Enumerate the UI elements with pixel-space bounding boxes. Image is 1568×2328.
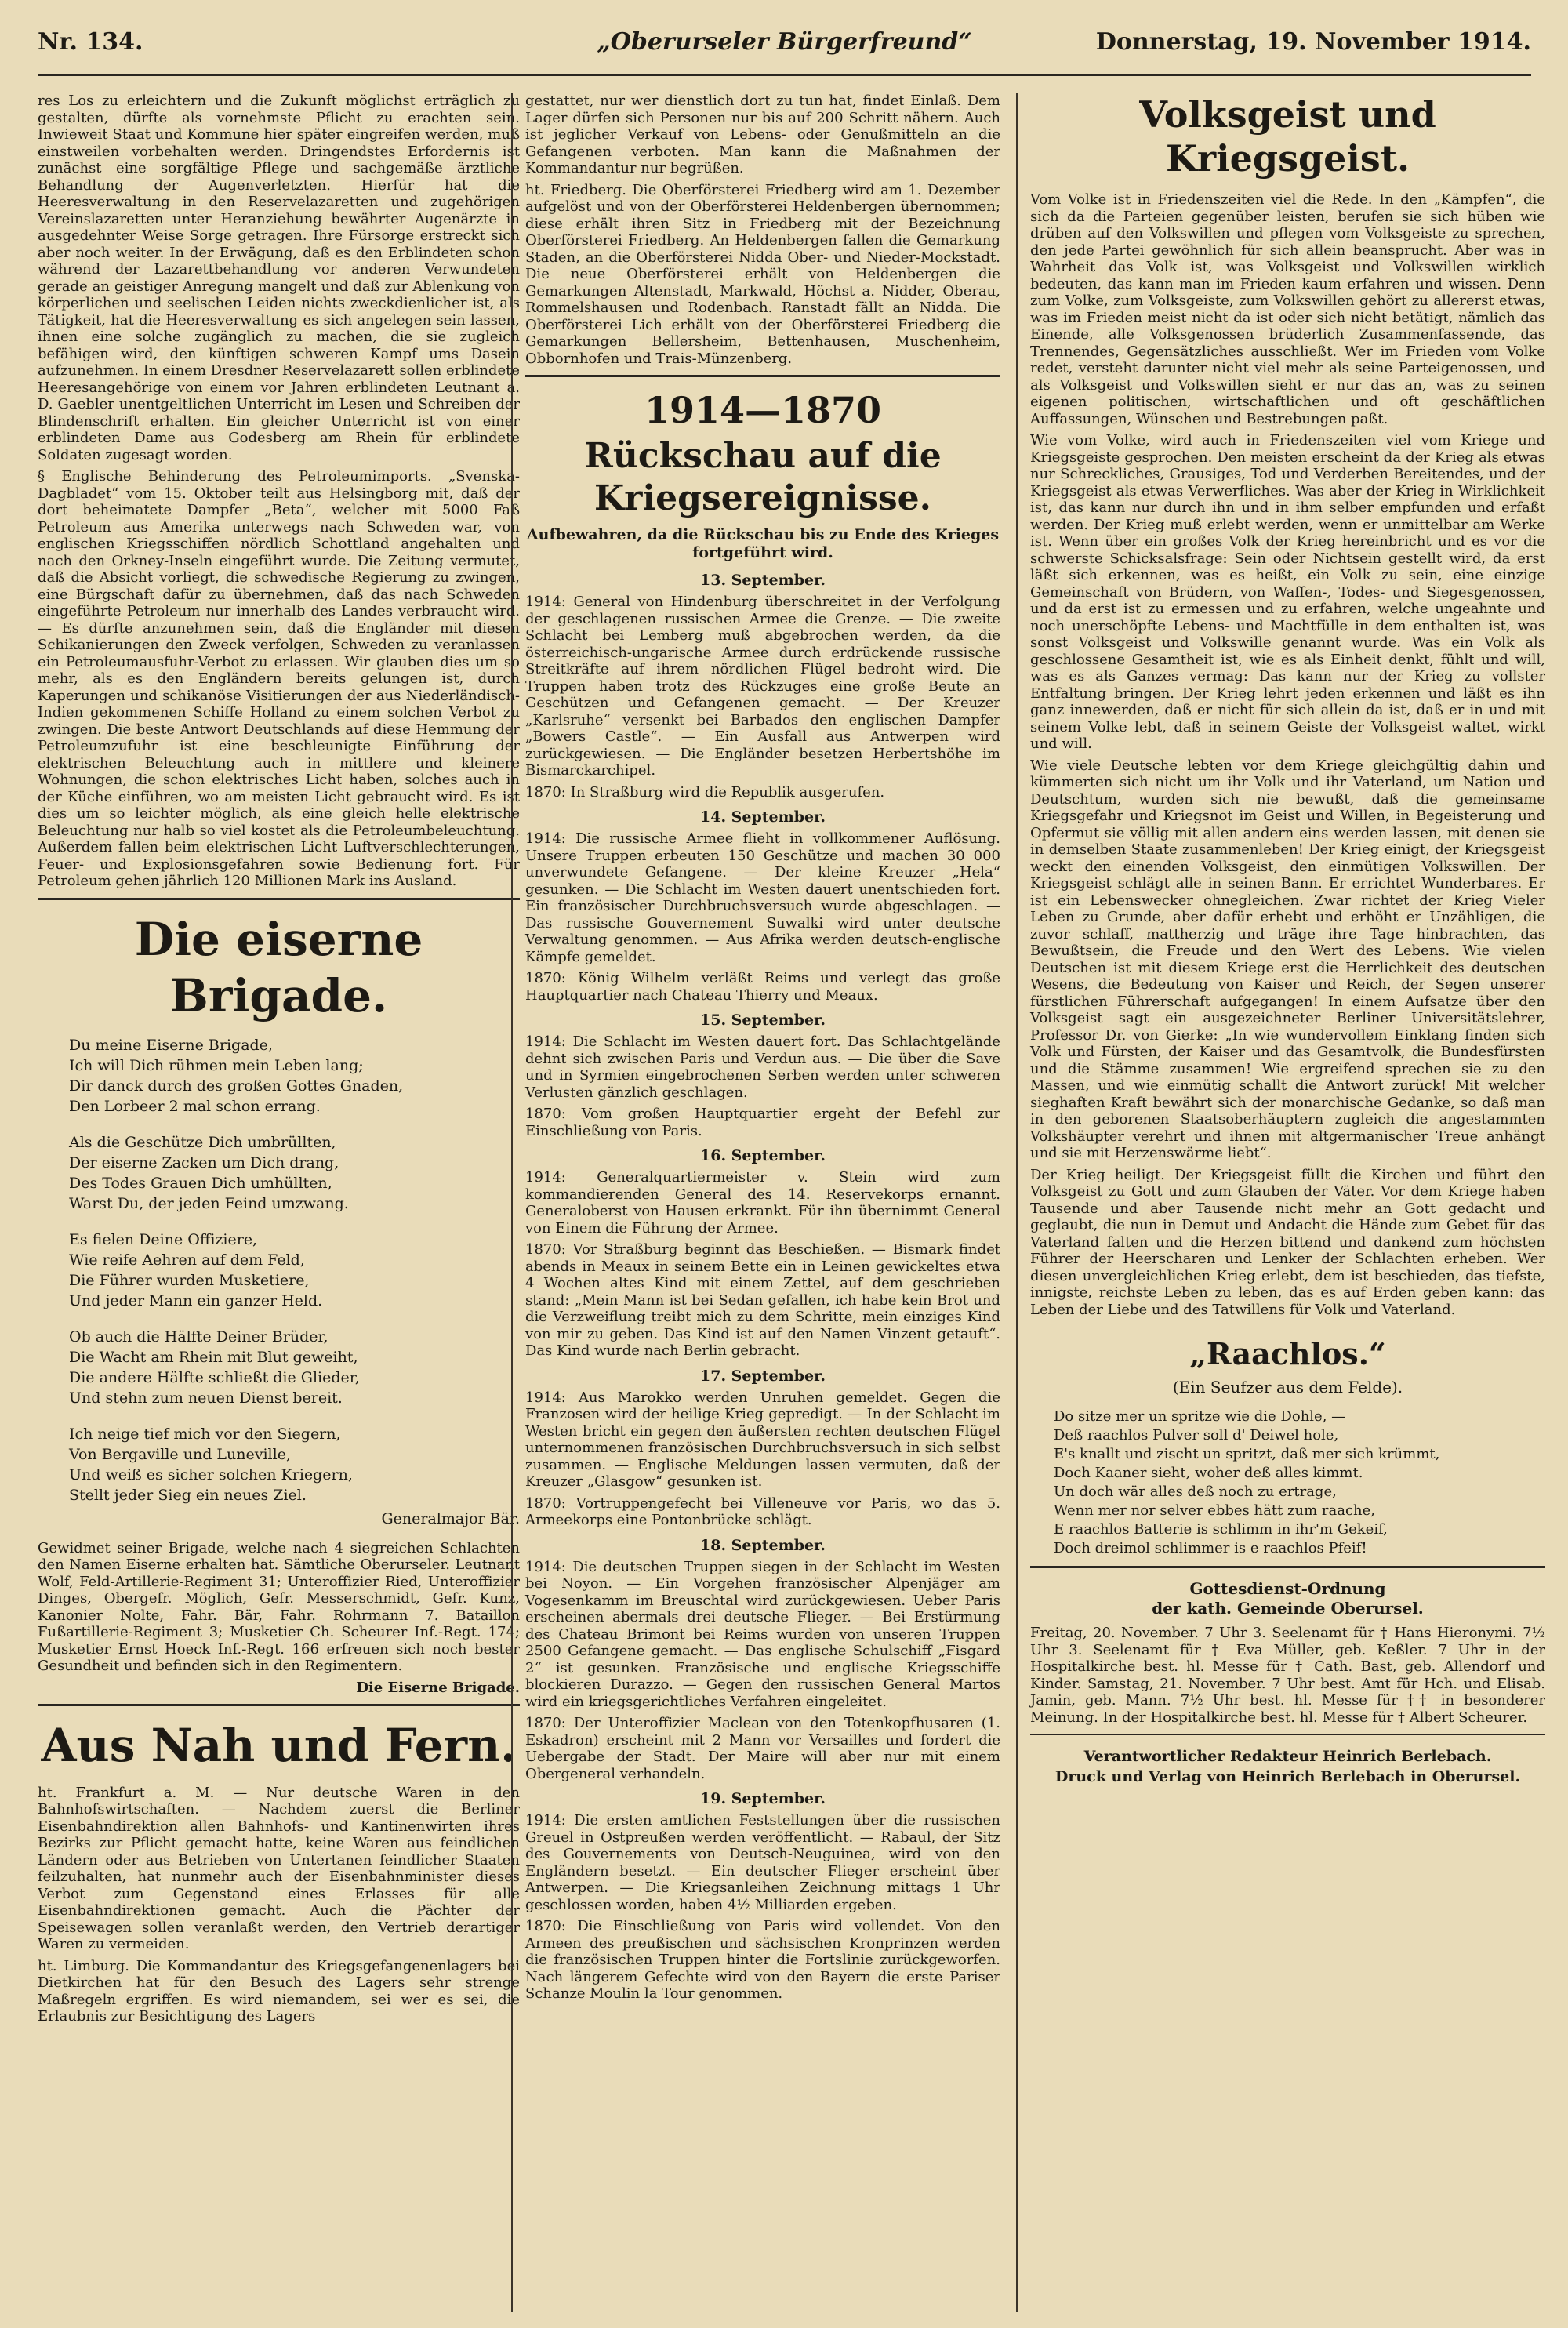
column-middle <box>511 93 1000 2312</box>
chronicle-entry: 1914: General von Hindenburg überschreitet in der Verfolgung der geschlagenen russischen Armee die Grenze. — Die zweite Schlacht bei Lemberg muß abgebrochen werden, da die österreichisch-ungarische Armee durch erdrückende russische Streitkräfte auf ihrem nördlichen Flügel bedroht wird. Die Truppen haben trotz des Rückzuges eine große Beute an Geschützen und Gefangenen gemacht. — Der Kreuzer „Karlsruhe“ versenkt bei Barbados den englischen Dampfer „Bowers Castle“. — Ein Ausfall aus Antwerpen wird zurückgewiesen. — Die Engländer besetzen Herbertshöhe im Bismarckarchipel. <box>525 594 1000 779</box>
poem-line: Die Führer wurden Musketiere, <box>69 1271 310 1289</box>
heading-raachlos: „Raachlos.“ <box>1189 1336 1386 1371</box>
poem-line: Es fielen Deine Offiziere, <box>69 1230 258 1248</box>
essay-paragraph: Wie viele Deutsche lebten vor dem Kriege gleichgültig dahin und kümmerten sich nicht um ihr Volk und ihr Vaterland, um Nation und Deutschtum, wurden sich nie bewußt, daß die gemeinsame Kriegsgefahr und Kriegsnot im Geist und Willen, in Begeisterung und Opfermut sie völlig mit allen andern eins werden lassen, mit denen sie in demselben Staate zusammenleben! Der Krieg einigt, der Kriegsgeist weckt den einenden Volksgeist, den einmütigen Volkswillen. Der Kriegsgeist schlägt alle in seinen Bann. Er errichtet Wunderbares. Er ist ein Lebenswecker ohnegleichen. Zwar richtet der Krieg Vieler Leben zu Grunde, aber dafür erhebt und erhöht er Unzähligen, die zuvor schlaff, mattherzig und träge ihre Tage hinbrachten, das Bewußtsein, die Freude und den Wert des Lebens. Wie vielen Deutschen ist mit diesem Kriege erst die Herrlichkeit des deutschen Wesens, die Bedeutung von Kaiser und Reich, der Segen unserer fürstlichen Führerschaft aufgegangen! In einem Aufsatze über den Volksgeist sagt ein ausgezeichneter Berliner Universitätslehrer, Professor Dr. von Gierke: „In wie wundervollem Einklang finden sich Volk und Fürsten, der Kaiser und das Gesamtvolk, die Bundesfürsten und die Stämme zusammen! Wie ergreifend sprechen sie zu den Massen, und wie einmütig schallt die Antwort zurück! Mit welcher sieghaften Kraft bewährt sich der monarchische Gedanke, so daß man in den geborenen Staatsoberhäuptern zugleich die angestammten Volkshäupter verehrt und ihnen mit altgermanischer Treue anhängt und sie mit Herzenswärme liebt“. <box>1030 757 1545 1161</box>
chronicle-entry: 1914: Generalquartiermeister v. Stein wird zum kommandierenden General des 14. Reservekorps ernannt. Generaloberst von Hausen erkrankt. Für ihn übernimmt General von Einem die Führung der Armee. <box>525 1169 1000 1237</box>
poem-line: Ich will Dich rühmen mein Leben lang; <box>69 1056 364 1074</box>
poem-line: E raachlos Batterie is schlimm in ihr'm Gekeif, <box>1054 1521 1388 1538</box>
poem-line: Des Todes Grauen Dich umhüllten, <box>69 1174 332 1192</box>
date-heading: 13. September. <box>700 572 826 589</box>
poem-line: Wie reife Aehren auf dem Feld, <box>69 1251 305 1269</box>
poem-eiserne-brigade <box>69 1035 520 1505</box>
heading-1914-1870: 1914—1870 <box>644 389 882 431</box>
date-heading: 17. September. <box>700 1367 826 1385</box>
poem-line: Ob auch die Hälfte Deiner Brüder, <box>69 1327 328 1346</box>
poem-line: Do sitze mer un spritze wie die Dohle, — <box>1054 1408 1346 1425</box>
date-heading: 15. September. <box>700 1011 826 1029</box>
date-heading: 18. September. <box>700 1536 826 1554</box>
subheading-raachlos: (Ein Seufzer aus dem Felde). <box>1172 1378 1403 1396</box>
date-heading: 16. September. <box>700 1147 826 1164</box>
chronicle-entry: 1914: Die russische Armee flieht in vollkommener Auflösung. Unsere Truppen erbeuten 150 Geschütze und machen 30 000 unverwundete Gefangene. — Der kleine Kreuzer „Hela“ gesunken. — Die Schlacht im Westen dauert unentschieden fort. Ein französischer Durchbruchsversuch wurde abgeschlagen. — Das russische Gouvernement Suwalki wird unter deutsche Verwaltung genommen. — Aus Afrika werden deutsch-englische Kämpfe gemeldet. <box>525 830 1000 965</box>
poem-line: E's knallt und zischt un spritzt, daß mer sich krümmt, <box>1054 1446 1440 1462</box>
poem-raachlos <box>1054 1407 1545 1558</box>
poem-line: Warst Du, der jeden Feind umzwang. <box>69 1194 349 1212</box>
gottesdienst-title-line: Gottesdienst-Ordnung <box>1189 1579 1386 1598</box>
masthead: „Oberurseler Bürgerfreund“ <box>597 28 972 56</box>
poem-line: Und weiß es sicher solchen Kriegern, <box>69 1465 353 1484</box>
chronicle-entry: 1914: Aus Marokko werden Unruhen gemeldet. Gegen die Franzosen wird der heilige Krieg gepredigt. — In der Schlacht im Westen bricht ein gegen den äußersten rechten deutschen Flügel unternommenen französischen Durchbruchsversuch in sich selbst zusammen. — Englische Meldungen lassen vermuten, daß der Kreuzer „Glasgow“ gesunken ist. <box>525 1389 1000 1490</box>
heading-volksgeist: Volksgeist und Kriegsgeist. <box>1139 93 1436 180</box>
divider <box>525 375 1000 377</box>
article-petroleum: § Englische Behinderung des Petroleumimports. „Svenska-Dagbladet“ vom 15. Oktober teilt aus Helsingborg mit, daß der dort beheimatete Dampfer „Beta“, welcher mit 5000 Faß Petroleum aus Amerika unterwegs nach Schweden war, von englischen Kriegsschiffen nördlich Schottland angehalten und nach den Orkney-Inseln eingeführt wurde. Die Zeitung vermutet, daß die Absicht vorliegt, die schwedische Regierung zu zwingen, eine Bürgschaft dafür zu übernehmen, daß das nach Schweden eingeführte Petroleum nur innerhalb des Landes verbraucht wird. — Es dürfte anzunehmen sein, daß die Engländer mit diesen Schikanierungen den Zweck verfolgen, Schweden zu veranlassen ein Petroleumausfuhr-Verbot zu erlassen. Wir glauben dies um so mehr, als es den Engländern bereits gelungen ist, durch Kaperungen und schikanöse Visitierungen der aus Niederländisch-Indien gekommenen Schiffe Holland zu einem solchen Verbot zu zwingen. Die beste Antwort Deutschlands auf diese Hemmung der Petroleumzufuhr ist eine beschleunigte Einführung der elektrischen Beleuchtung auch in mittlere und kleinere Wohnungen, die schon elektrisches Licht haben, solches auch in der Küche einführen, wo am meisten Licht gebraucht wird. Es ist dies um so leichter möglich, als eine gleich helle elektrische Beleuchtung nur halb so viel kostet als die Petroleumbeleuchtung. Außerdem fallen beim elektrischen Licht Luftverschlechterungen, Feuer- und Explosionsgefahren sowie Bedienung fort. Für Petroleum gehen jährlich 120 Millionen Mark ins Ausland. <box>38 468 520 889</box>
poem-line: Un doch wär alles deß noch zu ertrage, <box>1054 1484 1337 1500</box>
poem-stanza <box>69 1035 520 1117</box>
essay-paragraph: Vom Volke ist in Friedenszeiten viel die Rede. In den „Kämpfen“, die sich da die Parteien gegenüber leisten, berufen sie sich hüben wie drüben auf den Volkswillen und pflegen vom Volksgeiste zu sprechen, den jede Partei gewöhnlich für sich allein beansprucht. Aber was in Wahrheit das Volk ist, was Volksgeist und Volkswillen wirklich bedeuten, das kann man im Frieden kaum erfahren und wissen. Denn zum Volke, zum Volksgeiste, zum Volkswillen gehört zu allererst etwas, was im Frieden meist nicht da ist oder sich nicht betätigt, nämlich das Einende, alle Volksgenossen brüderlich Zusammenfassende, das Trennendes, Gegensätzliches ausschließt. Wer im Frieden vom Volke redet, versteht darunter nicht viel mehr als seine Parteigenossen, und als Volksgeist und Volkswillen sieht er nur das an, was zu seinen eigenen politischen, wirtschaftlichen und oft geschäftlichen Auffassungen, Wünschen und Bestrebungen paßt. <box>1030 191 1545 427</box>
column-left <box>38 93 520 2312</box>
heading-rueckschau: Rückschau auf die Kriegsereignisse. <box>584 436 942 518</box>
poem-stanza <box>69 1229 520 1311</box>
chronicle-entry: 1914: Die Schlacht im Westen dauert fort. Das Schlachtgelände dehnt sich zwischen Paris und Verdun aus. — Die über die Save und in Syrmien eingebrochenen Serben werden unter schweren Verlusten gänzlich geschlagen. <box>525 1033 1000 1101</box>
heading-gottesdienst <box>1030 1579 1545 1618</box>
article-blind-soldiers: res Los zu erleichtern und die Zukunft möglichst erträglich zu gestalten, dürfte als vornehmste Pflicht zu erachten sein. Inwieweit Staat und Kommune hier später eingreifen werden, muß einstweilen vorbehalten werden. Dringendstes Erfordernis ist zunächst eine sorgfältige Pflege und sachgemäße ärztliche Behandlung der Augenverletzten. Hierfür hat die Heeresverwaltung in den Reservelazaretten und zugehörigen Vereinslazaretten unter Heranziehung bewährter Augenärzte in ausgedehnter Weise Sorge getragen. Ihre Fürsorge erstreckt sich aber noch weiter. In der Erwägung, daß es den Erblindeten schon während der Lazarettbehandlung vor anderen Verwundeten gerade an geistiger Anregung mangelt und daß zur Ablenkung von körperlichen und seelischen Leiden nichts zweckdienlicher ist, als Tätigkeit, hat die Heeresverwaltung es sich angelegen sein lassen, ihnen eine solche zugänglich zu machen, die sie zugleich befähigen wird, den künftigen schweren Kampf ums Dasein aufzunehmen. In einem Dresdner Reservelazarett sollen erblindete Heeresangehörige von einem vor Jahren erblindeten Leutnant a. D. Gaebler unentgeltlichen Unterricht im Lesen und Schreiben der Blindenschrift erhalten. Ein gleicher Unterricht ist von einer erblindeten Dame aus Godesberg am Rhein für erblindete Soldaten zugesagt worden. <box>38 93 520 463</box>
chronicle-entry: 1914: Die deutschen Truppen siegen in der Schlacht im Westen bei Noyon. — Ein Vorgehen französischer Alpenjäger am Vogesenkamm im Breuschtal wird zurückgewiesen. Ueber Paris erscheinen abermals drei deutsche Flieger. — Bei Erstürmung des Chateau Brimont bei Reims wurden von unseren Truppen 2500 Gefangene gemacht. — Das englische Schulschiff „Fisgard 2“ ist gesunken. Französische und englische Kriegsschiffe blockieren Durazzo. — Gegen den russischen General Martos wird ein kriegsgerichtliches Verfahren eingeleitet. <box>525 1558 1000 1710</box>
imprint-editor: Verantwortlicher Redakteur Heinrich Berlebach. <box>1083 1748 1492 1765</box>
poem-line: Der eiserne Zacken um Dich drang, <box>69 1153 339 1171</box>
poem-author: Generalmajor Bär. <box>381 1509 520 1527</box>
poem-line: Die andere Hälfte schließt die Glieder, <box>69 1368 360 1386</box>
article-friedberg: ht. Friedberg. Die Oberförsterei Friedberg wird am 1. Dezember aufgelöst und von der Oberförsterei Heldenbergen übernommen; diese erhält ihren Sitz in Friedberg mit der Bezeichnung Oberförsterei Friedberg. An Heldenbergen fallen die Gemarkung Staden, an die Oberförsterei Nidda Ober- und Nieder-Mockstadt. Die neue Oberförsterei erhält von Heldenbergen die Gemarkungen Altenstadt, Markwald, Höchst a. Nidder, Oberau, Rommelshausen und Rodenbach. Ranstadt fällt an Nidda. Die Oberförsterei Lich erhält von der Oberförsterei Friedberg die Gemarkungen Bellersheim, Bettenhausen, Muschenheim, Obbornhofen und Trais-Münzenberg. <box>525 181 1000 367</box>
divider <box>38 898 520 900</box>
heading-aus-nah-und-fern: Aus Nah und Fern. <box>41 1718 517 1772</box>
poem-line: Deß raachlos Pulver soll d' Deiwel hole, <box>1054 1427 1339 1444</box>
poem-line: Die Wacht am Rhein mit Blut geweiht, <box>69 1348 358 1366</box>
issue-date: Donnerstag, 19. November 1914. <box>1095 28 1531 56</box>
chronicle-entry: 1870: In Straßburg wird die Republik ausgerufen. <box>525 783 885 801</box>
chronicle-entry: 1870: Vom großen Hauptquartier ergeht der Befehl zur Einschließung von Paris. <box>525 1106 1000 1139</box>
poem-line: Dir danck durch des großen Gottes Gnaden, <box>69 1077 404 1095</box>
divider <box>38 1704 520 1706</box>
poem-line: Doch dreimol schlimmer is e raachlos Pfeif! <box>1054 1540 1367 1556</box>
page-header <box>38 11 1531 76</box>
issue-number: Nr. 134. <box>38 28 143 56</box>
date-heading: 14. September. <box>700 808 826 826</box>
article-limburg-cont: gestattet, nur wer dienstlich dort zu tun hat, findet Einlaß. Dem Lager dürfen sich Personen nur bis auf 200 Schritt nähern. Auch ist jeglicher Verkauf von Lebens- oder Genußmitteln an die Gefangenen verboten. Man kann die Maßnahmen der Kommandantur nur begrüßen. <box>525 93 1000 176</box>
essay-paragraph: Wie vom Volke, wird auch in Friedenszeiten viel vom Kriege und Kriegsgeiste gesprochen. Den meisten erscheint da der Krieg als etwas nur Schreckliches, Grausiges, Tod und Verderben Bereitendes, und der Kriegsgeist als etwas Verwerfliches. Was aber der Krieg in Wirklichkeit ist, das kann nur durch ihn und in ihm selber empfunden und erfaßt werden. Der Krieg muß erlebt werden, wenn er unmittelbar am Werke ist. Wenn über ein großes Volk der Krieg hereinbricht und es vor die schwerste Schicksalsfrage: Sein oder Nichtsein gestellt wird, da erst läßt sich erkennen, was es heißt, ein Volk zu sein, eine einzige Gemeinschaft von Brüdern, von Waffen-, Todes- und Siegesgenossen, und da erst ist zu ermessen und zu erfahren, welche ungeahnte und noch unerschöpfte Lebens- und Machtfülle in dem enthalten ist, was sonst Volksgeist und Volkswille genannt wurde. Was ein Volk als geschlossene Gesamtheit ist, wie es als Einheit denkt, fühlt und will, was es als Ganzes vermag: Das kann nur der Krieg zu vollster Entfaltung bringen. Der Krieg lehrt jeden erkennen und läßt es ihn ganz innewerden, daß er nicht für sich allein da ist, daß er in und mit seinem Volke lebt, daß in seinem Geiste der Volksgeist waltet, wirkt und will. <box>1030 432 1545 752</box>
column-right <box>1016 93 1545 2312</box>
chronicle-entry: 1870: Vor Straßburg beginnt das Beschießen. — Bismark findet abends in Meaux in seinem Bette ein in Leinen gewickeltes etwa 4 Wochen altes Kind mit einem Zettel, auf dem geschrieben stand: „Mein Mann ist bei Sedan gefallen, ich habe kein Brot und die Verzweiflung treibt mich zu dem Schritte, mein einziges Kind von mir zu geben. Das Kind ist auf den Namen Vinzent getauft“. Das Kind wurde nach Berlin gebracht. <box>525 1241 1000 1359</box>
poem-line: Ich neige tief mich vor den Siegern, <box>69 1425 341 1443</box>
poem-line: Den Lorbeer 2 mal schon errang. <box>69 1097 321 1115</box>
date-heading: 19. September. <box>700 1790 826 1807</box>
chronicle-entry: 1870: König Wilhelm verläßt Reims und verlegt das große Hauptquartier nach Chateau Thierry und Meaux. <box>525 970 1000 1004</box>
brigade-signature: Die Eiserne Brigade. <box>356 1679 520 1696</box>
essay-paragraph: Der Krieg heiligt. Der Kriegsgeist füllt die Kirchen und führt den Volksgeist zu Gott und zum Glauben der Väter. Vor dem Kriege haben Tausende und aber Tausende nicht mehr an Gott gedacht und geglaubt, die nun in Demut und Andacht die Hände zum Gebet für das Vaterland falten und die Herzen bittend und dankend zum höchsten Führer der Heerscharen und Lenker der Schlachten erheben. Wer diesen unvergleichlichen Krieg erlebt, dem ist beschieden, das tiefste, innigste, reichste Leben zu leben, das es auf Erden geben kann: das Leben der Liebe und des Tatwillens für Volk und Vaterland. <box>1030 1166 1545 1318</box>
poem-line: Du meine Eiserne Brigade, <box>69 1036 273 1054</box>
poem-stanza <box>69 1132 520 1214</box>
poem-line: Und jeder Mann ein ganzer Held. <box>69 1291 323 1309</box>
chronicle-entry: 1870: Die Einschließung von Paris wird vollendet. Von den Armeen des preußischen und sächsischen Kronprinzen werden die französischen Truppen hinter die Fortslinie zurückgeworfen. Nach längerem Gefechte wird von den Bayern die erste Pariser Schanze Moulin la Tour genommen. <box>525 1918 1000 2002</box>
poem-line: Von Bergaville und Luneville, <box>69 1445 291 1463</box>
gottesdienst-schedule: Freitag, 20. November. 7 Uhr 3. Seelenamt für † Hans Hieronymi. 7½ Uhr 3. Seelenamt für † Eva Müller, geb. Keßler. 7 Uhr in der Hospitalkirche best. hl. Messe für † Cath. Bast, geb. Allendorf und Kinder. Samstag, 21. November. 7 Uhr best. Amt für Hch. und Elisab. Jamin, geb. Mann. 7½ Uhr best. hl. Messe für †† in besonderer Meinung. In der Hospitalkirche best. hl. Messe für † Albert Scheurer. <box>1030 1625 1545 1726</box>
poem-line: Doch Kaaner sieht, woher deß alles kimmt. <box>1054 1465 1363 1481</box>
poem-line: Als die Geschütze Dich umbrüllten, <box>69 1133 336 1151</box>
chronicle-entry: 1870: Der Unteroffizier Maclean von den Totenkopfhusaren (1. Eskadron) erscheint mit 2 Mann vor Versailles und fordert die Uebergabe der Stadt. Der Maire will aber nur mit einem Obergeneral verhandeln. <box>525 1715 1000 1782</box>
chronicle-entry: 1870: Vortruppengefecht bei Villeneuve vor Paris, wo das 5. Armeekorps eine Pontonbrücke schlägt. <box>525 1494 1000 1528</box>
poem-line: Stellt jeder Sieg ein neues Ziel. <box>69 1486 307 1504</box>
divider <box>1030 1734 1545 1735</box>
imprint-publisher: Druck und Verlag von Heinrich Berlebach in Oberursel. <box>1054 1768 1521 1785</box>
article-frankfurt: ht. Frankfurt a. M. — Nur deutsche Waren in den Bahnhofswirtschaften. — Nachdem zuerst die Berliner Eisenbahndirektion allen Bahnhofs- und Kantinenwirten ihres Bezirks zur Pflicht gemacht hatte, keine Waren aus feindlichen Ländern oder aus Betrieben von Untertanen feindlicher Staaten feilzuhalten, hat nunmehr auch der Eisenbahnminister dieses Verbot zum Gegenstand eines Erlasses für alle Eisenbahndirektionen gemacht. Auch die Pächter der Speisewagen sollen veranlaßt werden, den Vertrieb derartiger Waren zu vermeiden. <box>38 1784 520 1952</box>
poem-line: Und stehn zum neuen Dienst bereit. <box>69 1389 343 1407</box>
heading-eiserne-brigade: Die eiserne Brigade. <box>134 912 423 1022</box>
poem-stanza <box>69 1424 520 1505</box>
article-limburg: ht. Limburg. Die Kommandantur des Kriegsgefangenenlagers bei Dietkirchen hat für den Besuch des Lagers sehr strenge Maßregeln ergriffen. Es wird niemandem, sei wer es sei, die Erlaubnis zur Besichtigung des Lagers <box>38 1957 520 2025</box>
brigade-dedication: Gewidmet seiner Brigade, welche nach 4 siegreichen Schlachten den Namen Eiserne erhalten hat. Sämtliche Oberurseler. Leutnant Wolf, Feld-Artillerie-Regiment 31; Unteroffizier Ried, Unteroffizier Dinges, Obergefr. Möglich, Gefr. Messerschmidt, Gefr. Kunz, Kanonier Nolte, Fahr. Bär, Fahr. Rohrmann 7. Bataillon Fußartillerie-Regiment 3; Musketier Ch. Scheurer Inf.-Regt. 174; Musketier Ernst Hoeck Inf.-Regt. 166 erfreuen sich noch bester Gesundheit und befinden sich in den Regimentern. <box>38 1539 520 1674</box>
poem-stanza <box>69 1327 520 1408</box>
gottesdienst-title-line: der kath. Gemeinde Oberursel. <box>1152 1599 1424 1618</box>
poem-line: Wenn mer nor selver ebbes hätt zum raache, <box>1054 1502 1375 1519</box>
divider <box>1030 1566 1545 1568</box>
subheading-aufbewahren: Aufbewahren, da die Rückschau bis zu Ende des Krieges fortgeführt wird. <box>526 526 1000 561</box>
imprint <box>1030 1746 1545 1787</box>
chronicle-entry: 1914: Die ersten amtlichen Feststellungen über die russischen Greuel in Ostpreußen werden veröffentlicht. — Rabaul, der Sitz des Gouvernements von Deutsch-Neuguinea, wird von den Engländern besetzt. — Ein deutscher Flieger erscheint über Antwerpen. — Die Kriegsanleihen Zeichnung mittags 1 Uhr geschlossen worden, haben 4½ Milliarden ergeben. <box>525 1812 1000 1913</box>
